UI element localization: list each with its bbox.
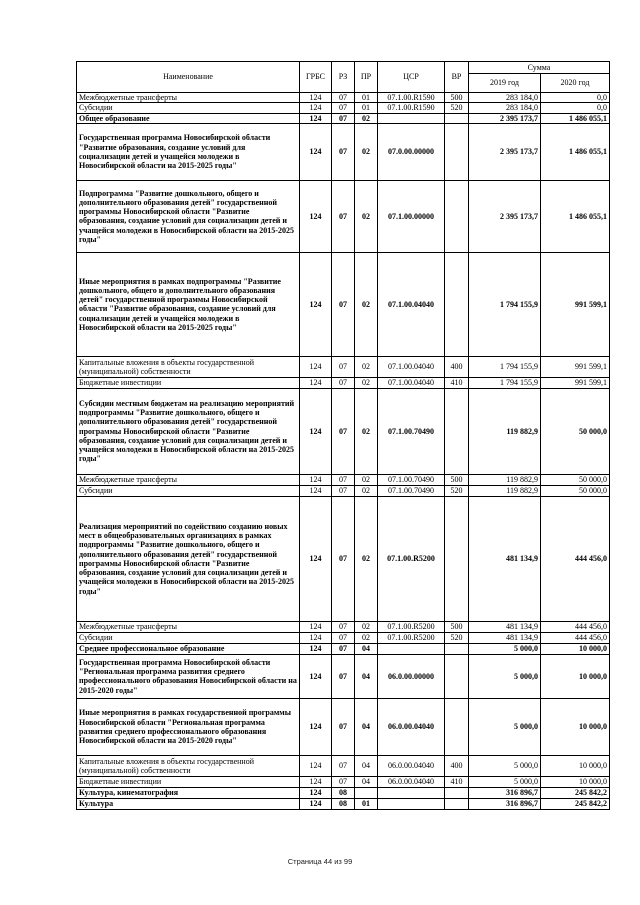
row-vr: 410	[445, 377, 469, 388]
row-pr: 01	[355, 103, 378, 113]
row-vr	[445, 787, 469, 798]
row-name: Иные мероприятия в рамках государственной программы Новосибирской области "Региональная программа развития среднего профессионального образования Новосибирской области на 2015-2020 годы"	[77, 698, 300, 755]
row-csr: 06.0.00.04040	[378, 698, 445, 755]
row-value-2019: 481 134,9	[469, 632, 541, 643]
row-csr: 07.1.00.00000	[378, 180, 445, 252]
row-vr	[445, 252, 469, 356]
row-rz: 07	[332, 632, 355, 643]
row-value-2020: 1 486 055,1	[541, 180, 610, 252]
row-pr: 02	[355, 252, 378, 356]
row-value-2019: 119 882,9	[469, 474, 541, 485]
row-value-2019: 283 184,0	[469, 103, 541, 113]
table-row	[77, 180, 610, 252]
row-csr: 07.1.00.04040	[378, 356, 445, 377]
row-csr	[378, 798, 445, 809]
table-row	[77, 356, 610, 377]
row-rz: 07	[332, 123, 355, 180]
row-rz: 07	[332, 485, 355, 496]
table-row	[77, 377, 610, 388]
row-value-2020: 10 000,0	[541, 698, 610, 755]
row-csr	[378, 643, 445, 654]
row-vr: 520	[445, 485, 469, 496]
table-row	[77, 474, 610, 485]
row-grbs: 124	[300, 632, 332, 643]
row-name: Бюджетные инвестиции	[77, 776, 300, 787]
row-vr	[445, 180, 469, 252]
row-csr: 06.0.00.04040	[378, 755, 445, 776]
row-grbs: 124	[300, 377, 332, 388]
row-value-2020: 10 000,0	[541, 654, 610, 698]
table-row	[77, 252, 610, 356]
table-row	[77, 798, 610, 809]
budget-table	[76, 61, 610, 810]
row-pr: 02	[355, 632, 378, 643]
page-footer: Страница 44 из 99	[287, 857, 353, 866]
row-value-2019: 1 794 155,9	[469, 377, 541, 388]
row-pr	[355, 787, 378, 798]
table-row	[77, 123, 610, 180]
table-row	[77, 496, 610, 621]
row-csr: 07.1.00.04040	[378, 252, 445, 356]
row-grbs: 124	[300, 252, 332, 356]
row-pr: 02	[355, 180, 378, 252]
row-value-2020: 444 456,0	[541, 496, 610, 621]
row-grbs: 124	[300, 698, 332, 755]
row-name: Подпрограмма "Развитие дошкольного, общего и дополнительного образования детей" государственной программы Новосибирской области "Развитие образования, создание условий для социализации детей и учащейся молодежи в Новосибирской области на 2015-2025 годы"	[77, 180, 300, 252]
header-year-2019: 2019 год	[469, 74, 541, 93]
table-row	[77, 654, 610, 698]
row-rz: 07	[332, 388, 355, 474]
table-row	[77, 787, 610, 798]
header-vr: ВР	[445, 62, 469, 93]
row-grbs: 124	[300, 388, 332, 474]
row-pr: 01	[355, 798, 378, 809]
row-name: Межбюджетные трансферты	[77, 621, 300, 632]
row-pr: 02	[355, 496, 378, 621]
row-rz: 07	[332, 654, 355, 698]
row-rz: 07	[332, 643, 355, 654]
row-csr: 07.1.00.70490	[378, 388, 445, 474]
row-pr: 02	[355, 621, 378, 632]
row-pr: 02	[355, 113, 378, 123]
row-rz: 07	[332, 93, 355, 103]
table-row	[77, 103, 610, 113]
row-vr	[445, 798, 469, 809]
row-csr: 07.1.00.R1590	[378, 103, 445, 113]
row-value-2020: 245 842,2	[541, 787, 610, 798]
row-name: Общее образование	[77, 113, 300, 123]
table-row	[77, 388, 610, 474]
row-value-2019: 2 395 173,7	[469, 123, 541, 180]
row-value-2019: 5 000,0	[469, 643, 541, 654]
row-name: Субсидии	[77, 485, 300, 496]
row-name: Межбюджетные трансферты	[77, 474, 300, 485]
row-value-2020: 50 000,0	[541, 388, 610, 474]
row-value-2019: 1 794 155,9	[469, 356, 541, 377]
header-csr: ЦСР	[378, 62, 445, 93]
table-row	[77, 632, 610, 643]
row-rz: 07	[332, 698, 355, 755]
row-value-2019: 1 794 155,9	[469, 252, 541, 356]
row-vr	[445, 388, 469, 474]
row-value-2019: 5 000,0	[469, 654, 541, 698]
row-value-2019: 119 882,9	[469, 388, 541, 474]
row-vr: 500	[445, 474, 469, 485]
row-pr: 04	[355, 654, 378, 698]
row-name: Капитальные вложения в объекты государственной (муниципальной) собственности	[77, 755, 300, 776]
table-body	[77, 93, 610, 810]
row-pr: 04	[355, 698, 378, 755]
row-value-2019: 119 882,9	[469, 485, 541, 496]
row-pr: 04	[355, 776, 378, 787]
row-csr: 07.0.00.00000	[378, 123, 445, 180]
row-value-2020: 10 000,0	[541, 776, 610, 787]
row-rz: 07	[332, 776, 355, 787]
row-name: Субсидии местным бюджетам на реализацию мероприятий подпрограммы "Развитие дошкольного, общего и дополнительного образования детей" государственной программы Новосибирской области "Развитие образования, создание условий для социализации детей и учащейся молодежи в Новосибирской области на 2015-2025 годы"	[77, 388, 300, 474]
row-grbs: 124	[300, 180, 332, 252]
row-csr: 07.1.00.R5200	[378, 496, 445, 621]
table-row	[77, 755, 610, 776]
header-pr: ПР	[355, 62, 378, 93]
row-rz: 07	[332, 377, 355, 388]
row-vr: 400	[445, 755, 469, 776]
row-name: Иные мероприятия в рамках подпрограммы "Развитие дошкольного, общего и дополнительного образования детей" государственной программы Новосибирской области "Развитие образования, создание условий для социализации детей и учащейся молодежи в Новосибирской области на 2015-2025 годы"	[77, 252, 300, 356]
header-grbs: ГРБС	[300, 62, 332, 93]
row-value-2019: 5 000,0	[469, 755, 541, 776]
row-rz: 07	[332, 252, 355, 356]
row-value-2020: 245 842,2	[541, 798, 610, 809]
row-grbs: 124	[300, 496, 332, 621]
row-rz: 07	[332, 621, 355, 632]
row-value-2020: 444 456,0	[541, 621, 610, 632]
row-value-2020: 50 000,0	[541, 485, 610, 496]
row-rz: 07	[332, 180, 355, 252]
row-pr: 02	[355, 388, 378, 474]
row-csr: 07.1.00.70490	[378, 485, 445, 496]
table-row	[77, 621, 610, 632]
row-value-2020: 10 000,0	[541, 643, 610, 654]
row-vr: 500	[445, 621, 469, 632]
row-name: Государственная программа Новосибирской области "Региональная программа развития среднего профессионального образования Новосибирской области на 2015-2020 годы"	[77, 654, 300, 698]
row-name: Бюджетные инвестиции	[77, 377, 300, 388]
row-value-2019: 2 395 173,7	[469, 180, 541, 252]
row-vr	[445, 654, 469, 698]
row-value-2020: 991 599,1	[541, 377, 610, 388]
row-rz: 08	[332, 798, 355, 809]
row-grbs: 124	[300, 123, 332, 180]
row-pr: 02	[355, 474, 378, 485]
row-value-2019: 5 000,0	[469, 776, 541, 787]
row-value-2019: 316 896,7	[469, 798, 541, 809]
table-row	[77, 776, 610, 787]
row-value-2019: 283 184,0	[469, 93, 541, 103]
row-name: Государственная программа Новосибирской области "Развитие образования, создание условий для социализации детей и учащейся молодежи в Новосибирской области на 2015-2025 годы"	[77, 123, 300, 180]
row-vr: 520	[445, 632, 469, 643]
row-csr	[378, 113, 445, 123]
row-vr: 410	[445, 776, 469, 787]
row-csr: 06.0.00.00000	[378, 654, 445, 698]
row-rz: 07	[332, 755, 355, 776]
row-value-2020: 444 456,0	[541, 632, 610, 643]
row-rz: 07	[332, 474, 355, 485]
row-pr: 04	[355, 755, 378, 776]
header-rz: РЗ	[332, 62, 355, 93]
table-row	[77, 698, 610, 755]
header-sum: Сумма	[469, 62, 610, 74]
row-csr: 07.1.00.70490	[378, 474, 445, 485]
table-row	[77, 93, 610, 103]
row-pr: 02	[355, 123, 378, 180]
row-value-2019: 5 000,0	[469, 698, 541, 755]
row-grbs: 124	[300, 356, 332, 377]
row-rz: 07	[332, 103, 355, 113]
row-vr	[445, 643, 469, 654]
header-name: Наименование	[77, 62, 300, 93]
row-value-2020: 0,0	[541, 93, 610, 103]
row-pr: 01	[355, 93, 378, 103]
row-value-2020: 991 599,1	[541, 356, 610, 377]
row-rz: 07	[332, 496, 355, 621]
row-value-2020: 10 000,0	[541, 755, 610, 776]
row-grbs: 124	[300, 485, 332, 496]
row-csr: 07.1.00.R1590	[378, 93, 445, 103]
row-name: Культура, кинематография	[77, 787, 300, 798]
row-value-2019: 481 134,9	[469, 496, 541, 621]
row-name: Субсидии	[77, 103, 300, 113]
row-grbs: 124	[300, 654, 332, 698]
row-name: Капитальные вложения в объекты государственной (муниципальной) собственности	[77, 356, 300, 377]
row-vr: 400	[445, 356, 469, 377]
row-vr: 500	[445, 93, 469, 103]
row-name: Культура	[77, 798, 300, 809]
row-csr: 06.0.00.04040	[378, 776, 445, 787]
row-value-2019: 316 896,7	[469, 787, 541, 798]
row-vr	[445, 123, 469, 180]
table-row	[77, 485, 610, 496]
row-value-2020: 1 486 055,1	[541, 113, 610, 123]
row-pr: 02	[355, 356, 378, 377]
row-grbs: 124	[300, 776, 332, 787]
row-grbs: 124	[300, 113, 332, 123]
row-grbs: 124	[300, 755, 332, 776]
row-csr: 07.1.00.R5200	[378, 621, 445, 632]
row-grbs: 124	[300, 643, 332, 654]
table-row	[77, 643, 610, 654]
row-value-2020: 1 486 055,1	[541, 123, 610, 180]
row-vr	[445, 496, 469, 621]
row-csr	[378, 787, 445, 798]
row-grbs: 124	[300, 93, 332, 103]
row-rz: 07	[332, 356, 355, 377]
row-rz: 07	[332, 113, 355, 123]
row-csr: 07.1.00.R5200	[378, 632, 445, 643]
row-grbs: 124	[300, 798, 332, 809]
row-value-2019: 2 395 173,7	[469, 113, 541, 123]
row-grbs: 124	[300, 474, 332, 485]
row-value-2020: 50 000,0	[541, 474, 610, 485]
row-value-2020: 991 599,1	[541, 252, 610, 356]
row-pr: 04	[355, 643, 378, 654]
row-rz: 08	[332, 787, 355, 798]
table-row	[77, 113, 610, 123]
row-pr: 02	[355, 377, 378, 388]
row-vr	[445, 113, 469, 123]
row-vr: 520	[445, 103, 469, 113]
row-value-2019: 481 134,9	[469, 621, 541, 632]
row-grbs: 124	[300, 103, 332, 113]
row-grbs: 124	[300, 787, 332, 798]
row-name: Субсидии	[77, 632, 300, 643]
row-pr: 02	[355, 485, 378, 496]
header-year-2020: 2020 год	[541, 74, 610, 93]
row-vr	[445, 698, 469, 755]
row-name: Межбюджетные трансферты	[77, 93, 300, 103]
row-name: Среднее профессиональное образование	[77, 643, 300, 654]
row-name: Реализация мероприятий по содействию созданию новых мест в общеобразовательных организациях в рамках подпрограммы "Развитие дошкольного, общего и дополнительного образования детей" государственной программы Новосибирской области "Развитие образования, создание условий для социализации детей и учащейся молодежи в Новосибирской области на 2015-2025 годы"	[77, 496, 300, 621]
row-value-2020: 0,0	[541, 103, 610, 113]
row-grbs: 124	[300, 621, 332, 632]
row-csr: 07.1.00.04040	[378, 377, 445, 388]
